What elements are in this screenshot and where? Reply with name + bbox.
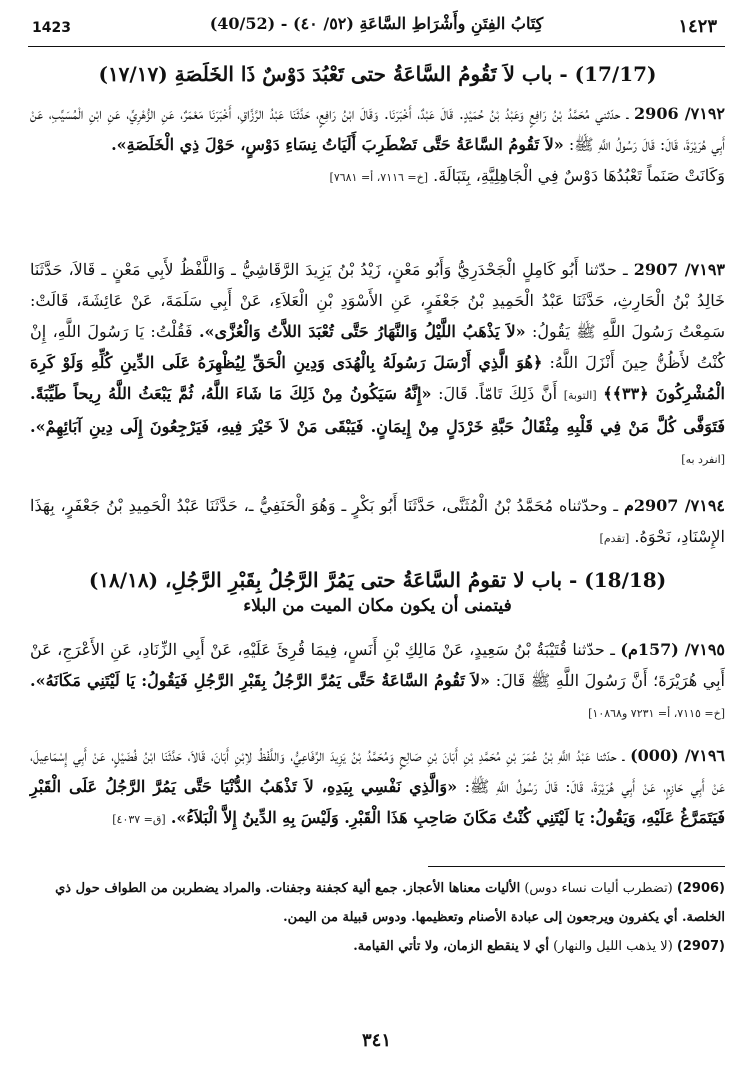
hadith-reference: [انفرد به] [681,453,725,466]
hadith-reference: [ق= ٤٠٣٧] [112,813,166,826]
hadith-matn: «إِنَّهُ سَيَكُونُ مِنْ ذَلِكَ مَا شَاءَ اللَّهُ، ثُمَّ يَبْعَثُ اللَّهُ رِيحاً طَيِّبَةً. فَتَوَفَّى كُلَّ مَنْ فِي قَلْبِهِ مِثْقَالُ حَبَّةِ خَرْدَلٍ مِنْ إِيمَانٍ. فَيَبْقَى مَنْ لاَ خَيْرَ فِيهِ، فَيَرْجِعُونَ إِلَى دِينِ آبَائِهِمْ». [30,384,726,436]
hadith-isnad: ـ حدّثنا عَبْدُ اللَّهِ بْنُ عُمَرَ بْنِ مُحَمَّدِ بْنِ أَبَانَ بْنِ صَالِحٍ وَمُحَمَّدُ بْنُ يَزِيدَ الرِّفَاعِيُّ، وَاللَّفْظُ لاِبْنِ أَبَانَ، قَالاَ، حَدَّثَنَا ابْنُ فُضَيْلٍ، عَنْ أَبِي إِسْمَاعِيلَ، عَنْ أَبِي حَازِمٍ، عَنْ أَبِي هُرَيْرَةَ، قَالَ: قَالَ رَسُولُ اللَّهِ ﷺ: [30,746,726,796]
footnote-item [30,874,725,932]
hadith-reference: [خ= ٧١١٦، أ= ٧٦٨١] [329,171,429,184]
hadith-text: أَنَّ ذَلِكَ تَامّاً. قَالَ: [438,384,558,403]
header-rule [28,46,725,47]
footnote-quote: (لا يذهب الليل والنهار) [553,939,673,954]
footnote-text: الأليات معناها الأعجاز. جمع ألية كجفنة وجفنات. والمراد يضطربن من الطواف حول ذي الخلصة. أي يكفرون ويرجعون إلى عبادة الأصنام وتعظيمها. ودوس قبيلة من اليمن. [55,881,725,925]
footnote-quote: (تضطرب أليات نساء دوس) [524,881,673,896]
chapter-title: (17/17) - باب لاَ تَقُومُ السَّاعَةُ حتى تَعْبُدَ دَوْسٌ ذَا الخَلَصَةِ (١٧/١٧) [98,62,657,86]
hadith-reference: [خ= ٧١١٥، أ= ٧٢٣١ و١٠٨٦٨] [588,707,725,720]
chapter-subtitle: فيتمنى أن يكون مكان الميت من البلاء [243,596,512,616]
hadith-7193 [30,254,725,475]
hadith-matn: «لاَ يَذْهَبُ اللَّيْلُ وَالنَّهَارُ حَتَّى تُعْبَدَ اللاَّتُ وَالْعُزَّى». [198,322,526,341]
hadith-isnad: ـ حدّثني مُحَمَّدُ بْنُ رَافِعٍ وَعَبْدُ بْنُ حُمَيْدٍ. قَالَ عَبْدٌ، أَخْبَرَنَا. وَقَالَ ابْنُ رَافِعٍ، حَدَّثَنَا عَبْدُ الرَّزَّاقِ، أَخْبَرَنَا مَعْمَرٌ، عَنِ الزُّهْرِيِّ، عَنِ ابْنِ الْمُسَيِّبِ، عَنْ أَبِي هُرَيْرَةَ، قَالَ: قَالَ رَسُولُ اللَّهِ ﷺ: [30,104,725,154]
hadith-number: ٧١٩٦/ (000) [630,746,726,765]
footnotes [30,874,725,961]
page-number-latin: 1423 [32,20,71,36]
hadith-number: ٧١٩٢/ 2906 [634,104,725,123]
quran-verse: ﴿هُوَ الَّذِي أَرْسَلَ رَسُولَهُ بِالْهُدَى وَدِينِ الْحَقِّ لِيُظْهِرَهُ عَلَى الدِّينِ كُلِّهِ وَلَوْ كَرِهَ الْمُشْرِكُونَ ﴿٣٣﴾﴾ [30,353,726,403]
hadith-number: ٧١٩٥/ (157م) [620,640,725,659]
quran-reference: [التوبة] [563,389,597,402]
footnote-item [30,932,725,961]
footnote-number: (2906) [676,881,725,896]
hadith-reference: [تقدم] [599,532,630,545]
hadith-text: فَقُلْتُ: يَا رَسُولَ اللَّهِ، إِنْ كُنْتُ لأَظُنُّ حِينَ أَنْزَلَ اللَّهُ: [30,322,726,372]
chapter-18-heading [30,568,725,616]
hadith-note: وَكَانَتْ صَنَماً تَعْبُدُهَا دَوْسٌ فِي الْجَاهِلِيَّةِ، بِتَبَالَةَ. [433,166,725,185]
hadith-number: ٧١٩٣/ 2907 [633,260,726,279]
hadith-7192 [30,98,725,193]
footnote-text: أي لا ينقطع الزمان، ولا تأتي القيامة. [353,939,549,954]
hadith-7195 [30,634,725,729]
chapter-title: (18/18) - باب لا تقومُ السَّاعَةُ حتى يَمُرَّ الرَّجُلُ بِقَبْرِ الرَّجُلِ، (١٨/١٨) [88,568,667,592]
hadith-matn: «لاَ تَقُومُ السَّاعَةُ حَتَّى تَضْطَرِبَ أَلَيَاتُ نِسَاءِ دَوْسٍ، حَوْلَ ذِي الْخَلَصَةِ». [111,135,564,154]
page-header [28,8,725,44]
page-number-arabic: ١٤٢٣ [678,16,717,37]
hadith-isnad: ـ حدّثنا أَبُو كَامِلٍ الْجَحْدَرِيُّ وَأَبُو مَعْنٍ، زَيْدُ بْنُ يَزِيدَ الرَّقَاشِيُّ ـ وَاللَّفْظُ لأَبِي مَعْنٍ ـ قَالاَ، حَدَّثَنَا خَالِدُ بْنُ الْحَارِثِ، حَدَّثَنَا عَبْدُ الْحَمِيدِ بْنُ جَعْفَرٍ، عَنِ الأَسْوَدِ بْنِ الْعَلاَءِ، عَنْ أَبِي سَلَمَةَ، عَنْ عَائِشَةَ، قَالَتْ: سَمِعْتُ رَسُولَ اللَّهِ ﷺ يَقُولُ: [30,260,726,341]
hadith-7194 [30,490,725,554]
footer-page-number: ٣٤١ [361,1030,391,1051]
footnote-rule [428,866,725,867]
hadith-7196 [30,740,725,835]
hadith-matn: «وَالَّذِي نَفْسِي بِيَدِهِ، لاَ تَذْهَبُ الدُّنْيَا حَتَّى يَمُرَّ الرَّجُلُ عَلَى الْقَبْرِ فَيَتَمَرَّغُ عَلَيْهِ، وَيَقُولُ: يَا لَيْتَنِي كُنْتُ مَكَانَ صَاحِبِ هَذَا الْقَبْرِ. وَلَيْسَ بِهِ الدِّينُ إِلاَّ الْبَلاَءُ». [30,777,725,827]
running-title: (40/52) - كِتَابُ الفِتَنِ وأَشْرَاطِ السَّاعَةِ (٥٢/ ٤٠) [209,14,544,33]
hadith-isnad: ـ حدّثنا قُتَيْبَةُ بْنُ سَعِيدٍ، عَنْ مَالِكِ بْنِ أَنَسٍ، فِيمَا قُرِئَ عَلَيْهِ، عَنْ أَبِي الزِّنَادِ، عَنِ الأَعْرَجِ، عَنْ أَبِي هُرَيْرَةَ؛ أَنَّ رَسُولَ اللَّهِ ﷺ قَالَ: [30,640,726,690]
footnote-number: (2907) [676,939,725,954]
hadith-number: ٧١٩٤/ 2907م [623,496,725,515]
hadith-isnad: ـ وحدّثناه مُحَمَّدُ بْنُ الْمُثَنَّى، حَدَّثَنَا أَبُو بَكْرٍ ـ وَهُوَ الْحَنَفِيُّ ـ، حَدَّثَنَا عَبْدُ الْحَمِيدِ بْنُ جَعْفَرٍ، بِهَذَا الإِسْنَادِ، نَحْوَهُ. [30,496,725,546]
hadith-matn: «لاَ تَقُومُ السَّاعَةُ حَتَّى يَمُرَّ الرَّجُلُ بِقَبْرِ الرَّجُلِ فَيَقُولُ: يَا لَيْتَنِي مَكَانَهُ». [30,671,491,690]
chapter-17-heading [30,62,725,86]
